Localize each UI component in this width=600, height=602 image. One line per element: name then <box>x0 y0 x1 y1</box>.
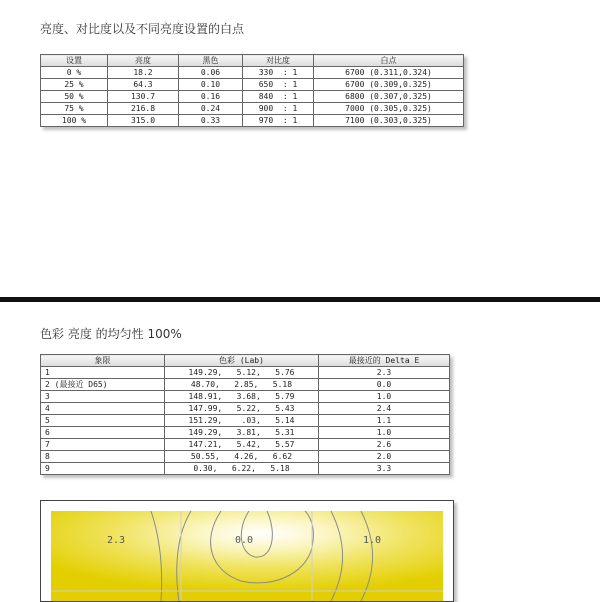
table-cell: 3 <box>41 391 165 403</box>
column-header-white-point: 白点 <box>314 55 464 67</box>
table-row <box>41 379 450 391</box>
table-cell: 6 <box>41 427 165 439</box>
table-cell: 2.6 <box>319 439 450 451</box>
column-header-lab-color: 色彩 (Lab) <box>165 355 319 367</box>
table-cell: 149.29, 3.81, 5.31 <box>165 427 319 439</box>
table-cell: 149.29, 5.12, 5.76 <box>165 367 319 379</box>
heatmap-label-quadrant-3: 1.0 <box>363 535 382 546</box>
table-cell: 0.16 <box>179 91 243 103</box>
table-cell: 2.4 <box>319 403 450 415</box>
table-row <box>41 451 450 463</box>
table-cell: 0.0 <box>319 379 450 391</box>
table-cell: 6700 (0.311,0.324) <box>314 67 464 79</box>
column-header-contrast: 对比度 <box>243 55 314 67</box>
brightness-table <box>40 54 464 127</box>
table-row <box>41 427 450 439</box>
table-cell: 64.3 <box>108 79 179 91</box>
table-cell: 5 <box>41 415 165 427</box>
table-cell: 0.33 <box>179 115 243 127</box>
column-header-delta-e: 最接近的 Delta E <box>319 355 450 367</box>
table-cell: 50.55, 4.26, 6.62 <box>165 451 319 463</box>
column-header-setting: 设置 <box>41 55 108 67</box>
table-cell: 7000 (0.305,0.325) <box>314 103 464 115</box>
brightness-section-title: 亮度、对比度以及不同亮度设置的白点 <box>40 22 245 36</box>
table-cell: 0.10 <box>179 79 243 91</box>
table-row <box>41 79 464 91</box>
uniformity-table <box>40 354 450 475</box>
table-cell: 100 % <box>41 115 108 127</box>
uniformity-heatmap <box>40 500 454 602</box>
table-cell: 315.0 <box>108 115 179 127</box>
table-cell: 0 % <box>41 67 108 79</box>
uniformity-section-title: 色彩 亮度 的均匀性 100% <box>40 327 182 341</box>
table-cell: 25 % <box>41 79 108 91</box>
table-cell: 8 <box>41 451 165 463</box>
column-header-luminance: 亮度 <box>108 55 179 67</box>
table-cell: 148.91, 3.68, 5.79 <box>165 391 319 403</box>
table-cell: 2.3 <box>319 367 450 379</box>
table-cell: 7100 (0.303,0.325) <box>314 115 464 127</box>
table-row <box>41 115 464 127</box>
table-cell: 330 : 1 <box>243 67 314 79</box>
table-row <box>41 367 450 379</box>
table-header-row <box>41 355 450 367</box>
table-row <box>41 391 450 403</box>
table-cell: 4 <box>41 403 165 415</box>
table-cell: 147.99, 5.22, 5.43 <box>165 403 319 415</box>
table-cell: 3.3 <box>319 463 450 475</box>
table-row <box>41 403 450 415</box>
table-cell: 970 : 1 <box>243 115 314 127</box>
table-cell: 6800 (0.307,0.325) <box>314 91 464 103</box>
table-row <box>41 103 464 115</box>
heatmap-background <box>51 511 443 601</box>
table-cell: 7 <box>41 439 165 451</box>
table-cell: 2.0 <box>319 451 450 463</box>
table-row <box>41 67 464 79</box>
table-cell: 650 : 1 <box>243 79 314 91</box>
table-cell: 9 <box>41 463 165 475</box>
table-row <box>41 439 450 451</box>
table-cell: 1.0 <box>319 427 450 439</box>
table-cell: 147.21, 5.42, 5.57 <box>165 439 319 451</box>
table-cell: 151.29, .03, 5.14 <box>165 415 319 427</box>
table-cell: 50 % <box>41 91 108 103</box>
table-row <box>41 91 464 103</box>
table-cell: 840 : 1 <box>243 91 314 103</box>
heatmap-label-quadrant-1: 2.3 <box>107 535 126 546</box>
table-cell: 900 : 1 <box>243 103 314 115</box>
table-cell: 75 % <box>41 103 108 115</box>
table-cell: 0.06 <box>179 67 243 79</box>
section-divider <box>0 297 600 302</box>
table-cell: 0.30, 6.22, 5.18 <box>165 463 319 475</box>
table-cell: 18.2 <box>108 67 179 79</box>
column-header-quadrant: 象限 <box>41 355 165 367</box>
table-cell: 216.8 <box>108 103 179 115</box>
table-cell: 48.70, 2.85, 5.18 <box>165 379 319 391</box>
table-row <box>41 415 450 427</box>
column-header-black: 黑色 <box>179 55 243 67</box>
table-row <box>41 463 450 475</box>
table-cell: 6700 (0.309,0.325) <box>314 79 464 91</box>
table-cell: 1.1 <box>319 415 450 427</box>
table-cell: 2 (最接近 D65) <box>41 379 165 391</box>
table-cell: 1 <box>41 367 165 379</box>
table-cell: 1.0 <box>319 391 450 403</box>
heatmap-label-quadrant-2: 0.0 <box>235 535 254 546</box>
table-cell: 0.24 <box>179 103 243 115</box>
table-header-row <box>41 55 464 67</box>
heatmap-canvas <box>51 511 443 601</box>
table-cell: 130.7 <box>108 91 179 103</box>
